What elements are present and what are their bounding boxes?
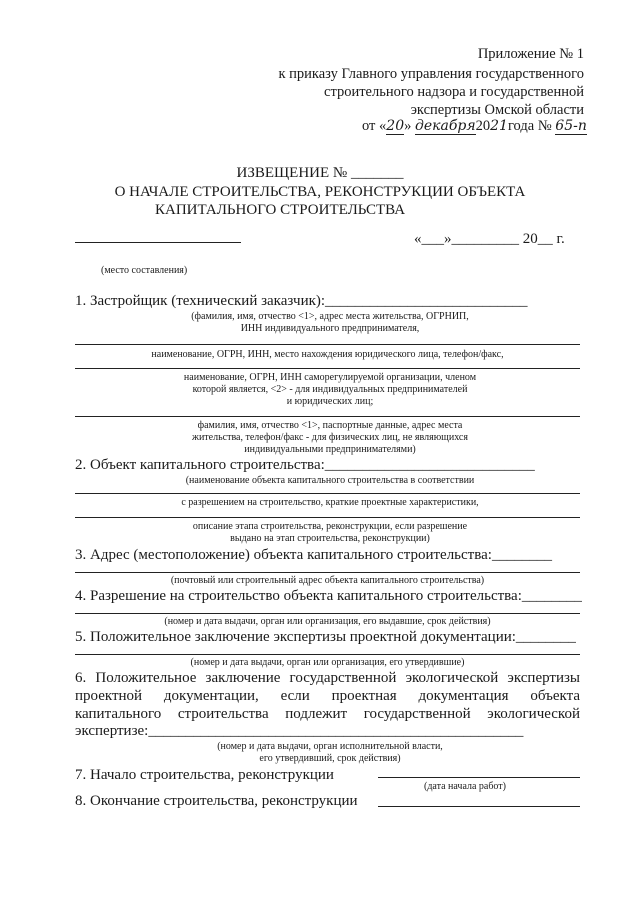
appendix-date-line: от «20» декабря2021года № 65-п: [362, 118, 587, 134]
s2-field-3[interactable]: [75, 517, 580, 518]
s5-hint: (номер и дата выдачи, орган или организация, его утвердившие): [190, 657, 465, 668]
title-line-1: ИЗВЕЩЕНИЕ № _______: [236, 165, 404, 181]
s7-field[interactable]: [378, 777, 580, 778]
s1-hint-4b: жительства, телефон/факс - для физических лиц, не являющихся: [192, 432, 468, 443]
appendix-number: 65-п: [555, 118, 587, 134]
s1-hint-3b: которой является, <2> - для индивидуальных предпринимателей: [192, 384, 468, 395]
s6-line-3: капитального строительства подлежит государственной экологической: [75, 706, 580, 722]
section-7-label: 7. Начало строительства, реконструкции: [75, 767, 334, 783]
section-3-label: 3. Адрес (местоположение) объекта капитального строительства:________: [75, 547, 552, 563]
title-line-3: КАПИТАЛЬНОГО СТРОИТЕЛЬСТВА: [155, 202, 406, 218]
section-4-label: 4. Разрешение на строительство объекта капитального строительства:________: [75, 588, 582, 604]
place-label: (место составления): [101, 265, 188, 276]
s1-hint-1b: ИНН индивидуального предпринимателя,: [240, 323, 420, 334]
s7-hint: (дата начала работ): [424, 781, 506, 792]
s2-hint-2: с разрешением на строительство, краткие проектные характеристики,: [181, 497, 479, 508]
s4-hint: (номер и дата выдачи, орган или организация, его выдавшие, срок действия): [164, 616, 491, 627]
s5-field[interactable]: [75, 654, 580, 655]
s1-hint-2: наименование, ОГРН, ИНН, место нахождения юридического лица, телефон/факс,: [151, 349, 504, 360]
section-1-label: 1. Застройщик (технический заказчик):___________________________: [75, 293, 528, 309]
section-2-label: 2. Объект капитального строительства:____________________________: [75, 457, 535, 473]
appendix-line-3: строительного надзора и государственной: [324, 84, 584, 100]
s6-hint-1: (номер и дата выдачи, орган исполнительной власти,: [217, 741, 443, 752]
s8-field[interactable]: [378, 806, 580, 807]
appendix-year: 21: [490, 118, 508, 134]
place-field[interactable]: [75, 242, 241, 243]
section-5-label: 5. Положительное заключение экспертизы проектной документации:________: [75, 629, 576, 645]
s1-hint-4c: индивидуальными предпринимателями): [244, 444, 416, 455]
s1-field-2[interactable]: [75, 344, 580, 345]
s1-hint-1a: (фамилия, имя, отчество <1>, адрес места жительства, ОГРНИП,: [191, 311, 469, 322]
s3-hint: (почтовый или строительный адрес объекта капитального строительства): [170, 575, 485, 586]
s6-line-4: экспертизе:__________________________________________________: [75, 723, 524, 739]
section-8-label: 8. Окончание строительства, реконструкции: [75, 793, 358, 809]
s1-field-3[interactable]: [75, 368, 580, 369]
notice-date: «___»_________ 20__ г.: [414, 231, 565, 247]
s2-hint-3a: описание этапа строительства, реконструкции, если разрешение: [192, 521, 468, 532]
s2-hint-3b: выдано на этап строительства, реконструкции): [230, 533, 430, 544]
s6-hint-2: его утвердивший, срок действия): [259, 753, 401, 764]
s1-field-4[interactable]: [75, 416, 580, 417]
appendix-line-1: Приложение № 1: [477, 46, 584, 62]
s4-field[interactable]: [75, 613, 580, 614]
s6-line-2: проектной документации, если проектная документация объекта: [75, 688, 580, 704]
s1-hint-4a: фамилия, имя, отчество <1>, паспортные данные, адрес места: [197, 420, 463, 431]
s1-hint-3c: и юридических лиц;: [286, 396, 374, 407]
appendix-line-2: к приказу Главного управления государственного: [278, 66, 584, 82]
s1-hint-3a: наименование, ОГРН, ИНН саморегулируемой организации, членом: [183, 372, 477, 383]
appendix-line-4: экспертизы Омской области: [410, 102, 584, 118]
title-line-2: О НАЧАЛЕ СТРОИТЕЛЬСТВА, РЕКОНСТРУКЦИИ ОБЪЕКТА: [114, 184, 526, 200]
appendix-month: декабря: [414, 118, 476, 134]
appendix-day: 20: [386, 118, 405, 134]
s2-field-2[interactable]: [75, 493, 580, 494]
s3-field[interactable]: [75, 572, 580, 573]
s2-hint-1: (наименование объекта капитального строительства в соответствии: [185, 475, 475, 486]
s6-line-1: 6. Положительное заключение государственной экологической экспертизы: [75, 670, 580, 686]
